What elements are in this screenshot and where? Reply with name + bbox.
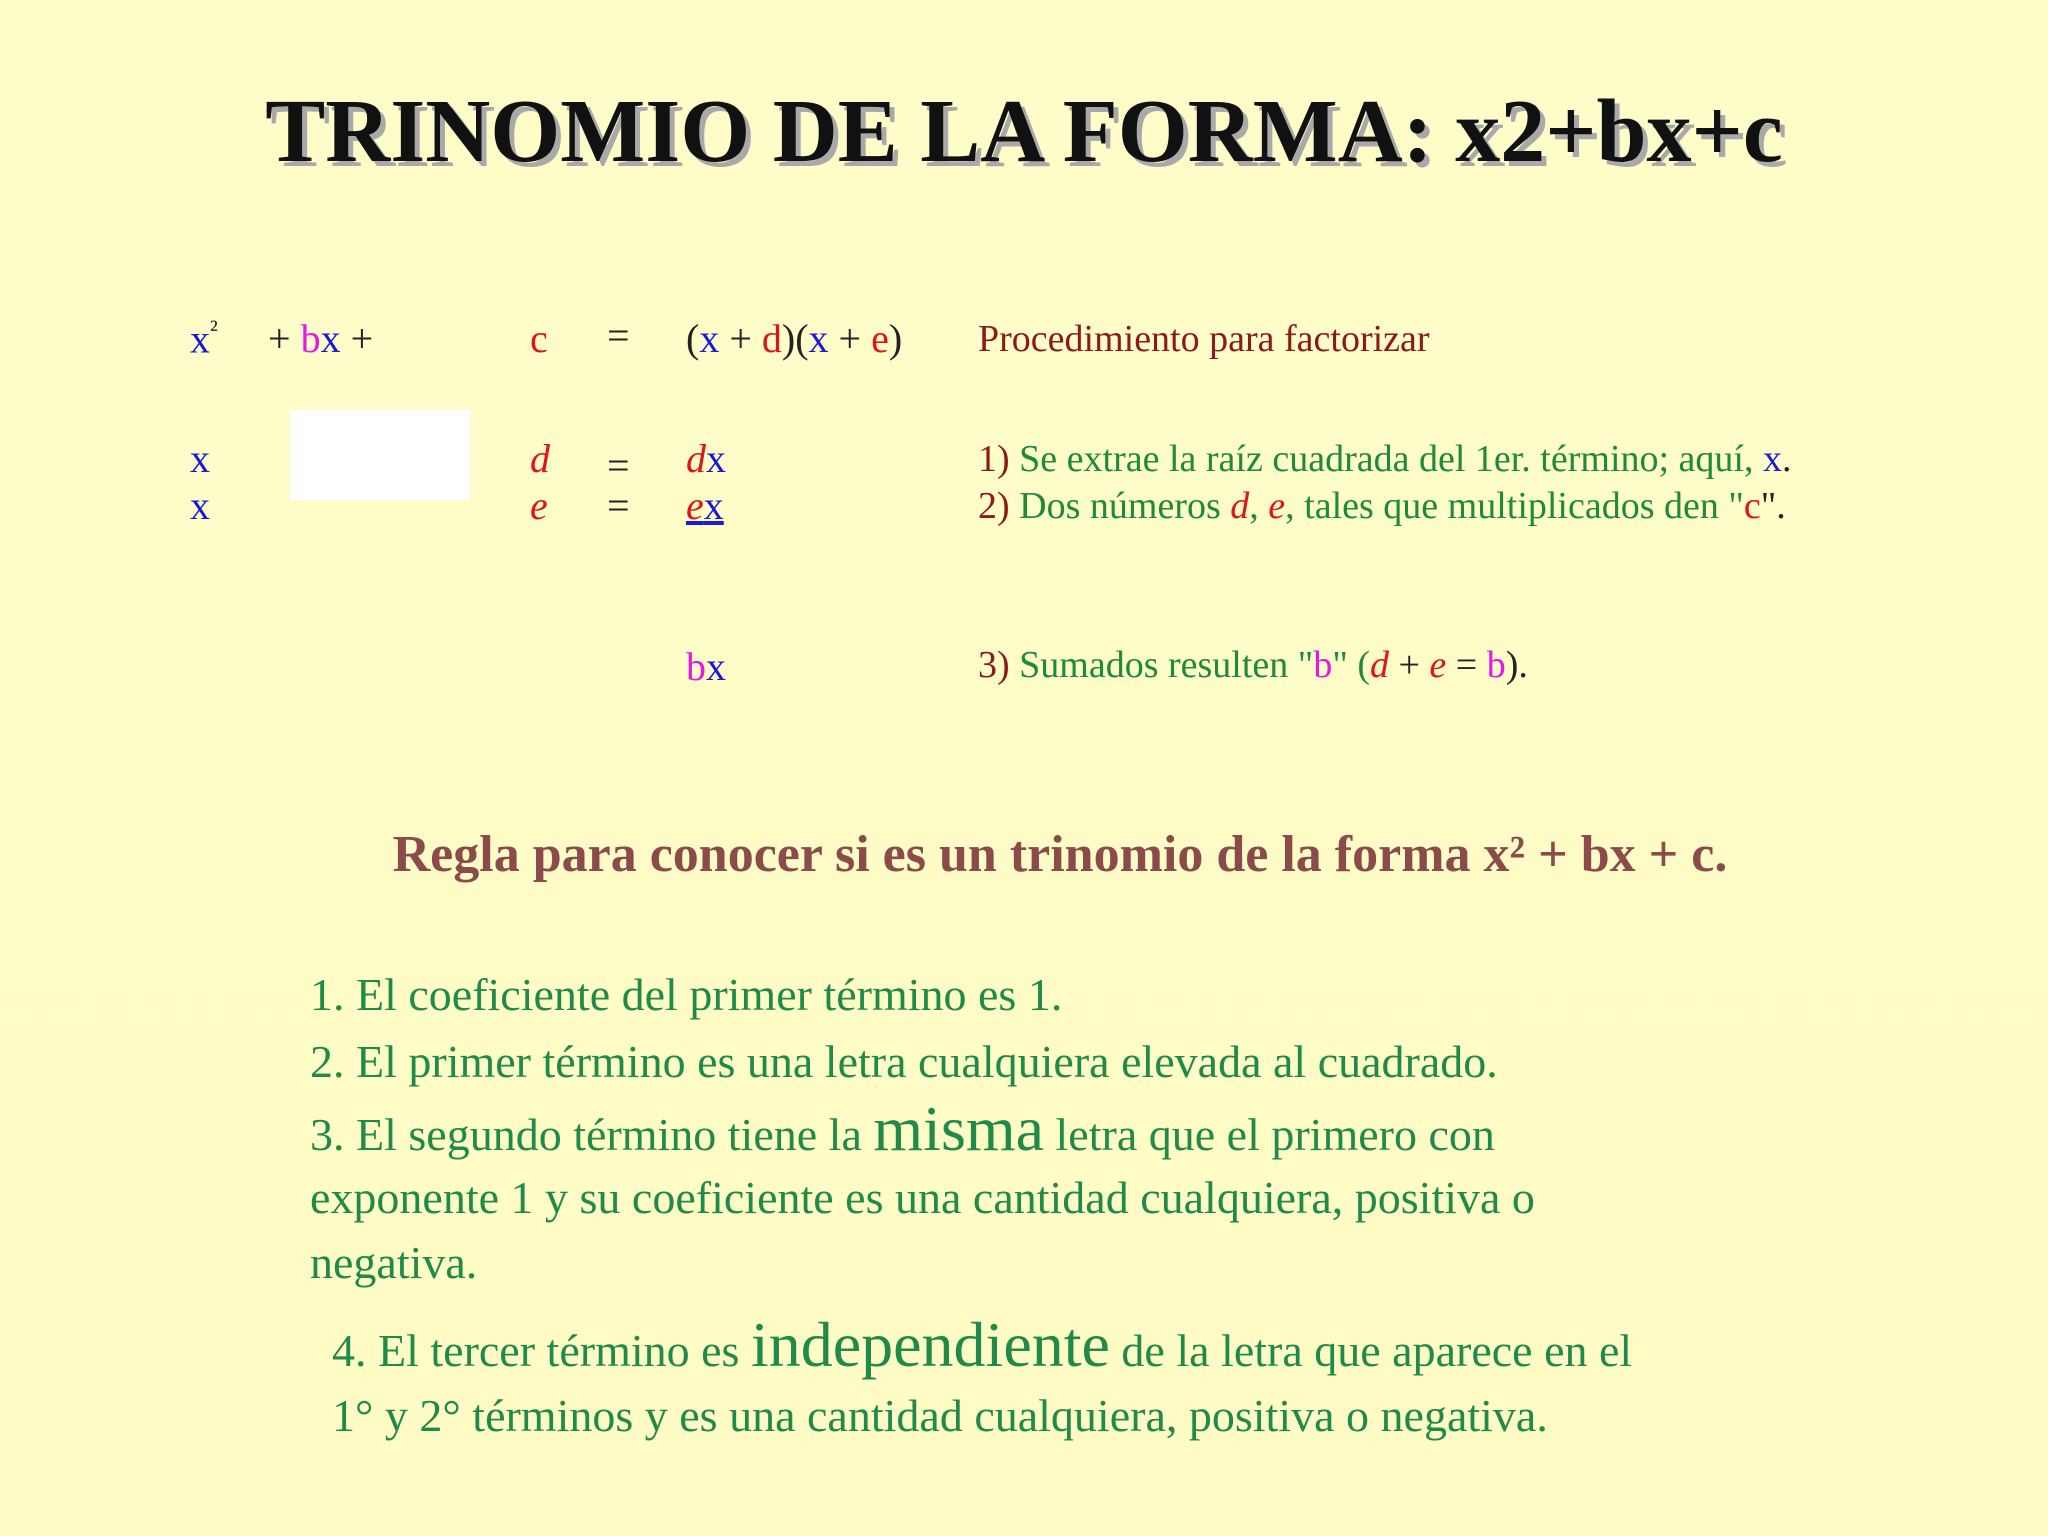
row1-d: d bbox=[530, 436, 550, 481]
equals-sign: = bbox=[1446, 644, 1487, 686]
procedure-step-3 bbox=[978, 643, 1528, 687]
rule-item-3-line-2: exponente 1 y su coeficiente es una cantidad cualquiera, positiva o bbox=[310, 1172, 1535, 1223]
row2-ex bbox=[686, 482, 724, 529]
procedure-heading: Procedimiento para factorizar bbox=[978, 318, 1430, 360]
rule-title: Regla para conocer si es un trinomio de la forma x² + bx + c. bbox=[392, 826, 1728, 883]
d-var: d bbox=[686, 436, 706, 481]
row2-e: e bbox=[530, 483, 548, 528]
d-var: d bbox=[1230, 485, 1250, 527]
plus-sign: + bbox=[340, 316, 374, 361]
row2-equals: = bbox=[607, 483, 630, 528]
plus-sign: + bbox=[828, 316, 872, 361]
x-var: x bbox=[320, 316, 341, 361]
x-var: x bbox=[1762, 438, 1782, 480]
step-number: 1) bbox=[978, 438, 1010, 480]
plus-sign: + bbox=[268, 316, 301, 361]
rule-item-2: 2. El primer término es una letra cualquiera elevada al cuadrado. bbox=[310, 1036, 1498, 1087]
plus-sign: + bbox=[719, 316, 762, 361]
row1-dx bbox=[686, 435, 726, 482]
x-var: x bbox=[703, 483, 724, 528]
x-var: x bbox=[699, 316, 720, 361]
row1-equals: = bbox=[607, 443, 630, 488]
rule-item-4-line-2: 1° y 2° términos y es una cantidad cualquiera, positiva o negativa. bbox=[332, 1390, 1548, 1441]
step-number: 3) bbox=[978, 644, 1010, 686]
x-var: x bbox=[190, 316, 210, 362]
comma: , bbox=[1249, 485, 1269, 527]
step-text: Sumados resulten " bbox=[1009, 644, 1314, 686]
rule-item-4 bbox=[332, 1309, 1633, 1384]
rule-item-1: 1. El coeficiente del primer término es 1. bbox=[310, 969, 1063, 1020]
paren: ) bbox=[888, 316, 903, 361]
e-var: e bbox=[686, 483, 704, 528]
rule-text: letra que el primero con bbox=[1044, 1109, 1495, 1160]
plus-sign: + bbox=[1388, 644, 1430, 686]
step-text: , tales que multiplicados den " bbox=[1285, 485, 1744, 527]
rule-text: de la letra que aparece en el bbox=[1109, 1325, 1633, 1376]
b-coef: b bbox=[686, 644, 706, 689]
b-coef: b bbox=[1486, 644, 1506, 686]
paren: ( bbox=[686, 316, 700, 361]
e-var: e bbox=[1429, 644, 1447, 686]
close-paren: ). bbox=[1505, 644, 1528, 686]
b-coef: b bbox=[300, 316, 321, 361]
equals-sign: = bbox=[607, 313, 630, 358]
c-var: c bbox=[1743, 485, 1761, 527]
procedure-step-1 bbox=[978, 437, 1791, 481]
bx-sum bbox=[686, 643, 726, 690]
c-term: c bbox=[530, 316, 548, 361]
emphasis-word: independiente bbox=[750, 1309, 1110, 1380]
rule-item-3-line-3: negativa. bbox=[310, 1237, 478, 1288]
step-text: Dos números bbox=[1009, 485, 1231, 527]
slide-title: TRINOMIO DE LA FORMA: x2+bx+c bbox=[265, 82, 1783, 181]
row1-x: x bbox=[190, 436, 210, 481]
x-var: x bbox=[706, 436, 726, 481]
quote-end: ". bbox=[1760, 485, 1786, 527]
b-coef: b bbox=[1313, 644, 1333, 686]
square-exponent: ² bbox=[210, 315, 218, 344]
d-var: d bbox=[1369, 644, 1389, 686]
emphasis-word: misma bbox=[873, 1093, 1045, 1164]
step-number: 2) bbox=[978, 485, 1010, 527]
step-text: " ( bbox=[1332, 644, 1370, 686]
x-var: x bbox=[808, 316, 829, 361]
row2-x: x bbox=[190, 483, 210, 528]
step-text: Se extrae la raíz cuadrada del 1er. término; aquí, bbox=[1009, 438, 1763, 480]
bx-term bbox=[268, 315, 373, 362]
factored-form bbox=[686, 315, 902, 362]
x-var: x bbox=[706, 644, 726, 689]
procedure-step-2 bbox=[978, 484, 1786, 528]
e-var: e bbox=[1268, 485, 1286, 527]
period: . bbox=[1781, 438, 1792, 480]
e-var: e bbox=[871, 316, 889, 361]
rule-text: 3. El segundo término tiene la bbox=[310, 1109, 874, 1160]
blank-box bbox=[290, 410, 470, 500]
d-var: d bbox=[761, 316, 782, 361]
rule-item-3 bbox=[310, 1093, 1495, 1168]
rule-text: 4. El tercer término es bbox=[332, 1325, 751, 1376]
x-squared-term bbox=[190, 315, 218, 362]
paren: )( bbox=[781, 316, 809, 361]
